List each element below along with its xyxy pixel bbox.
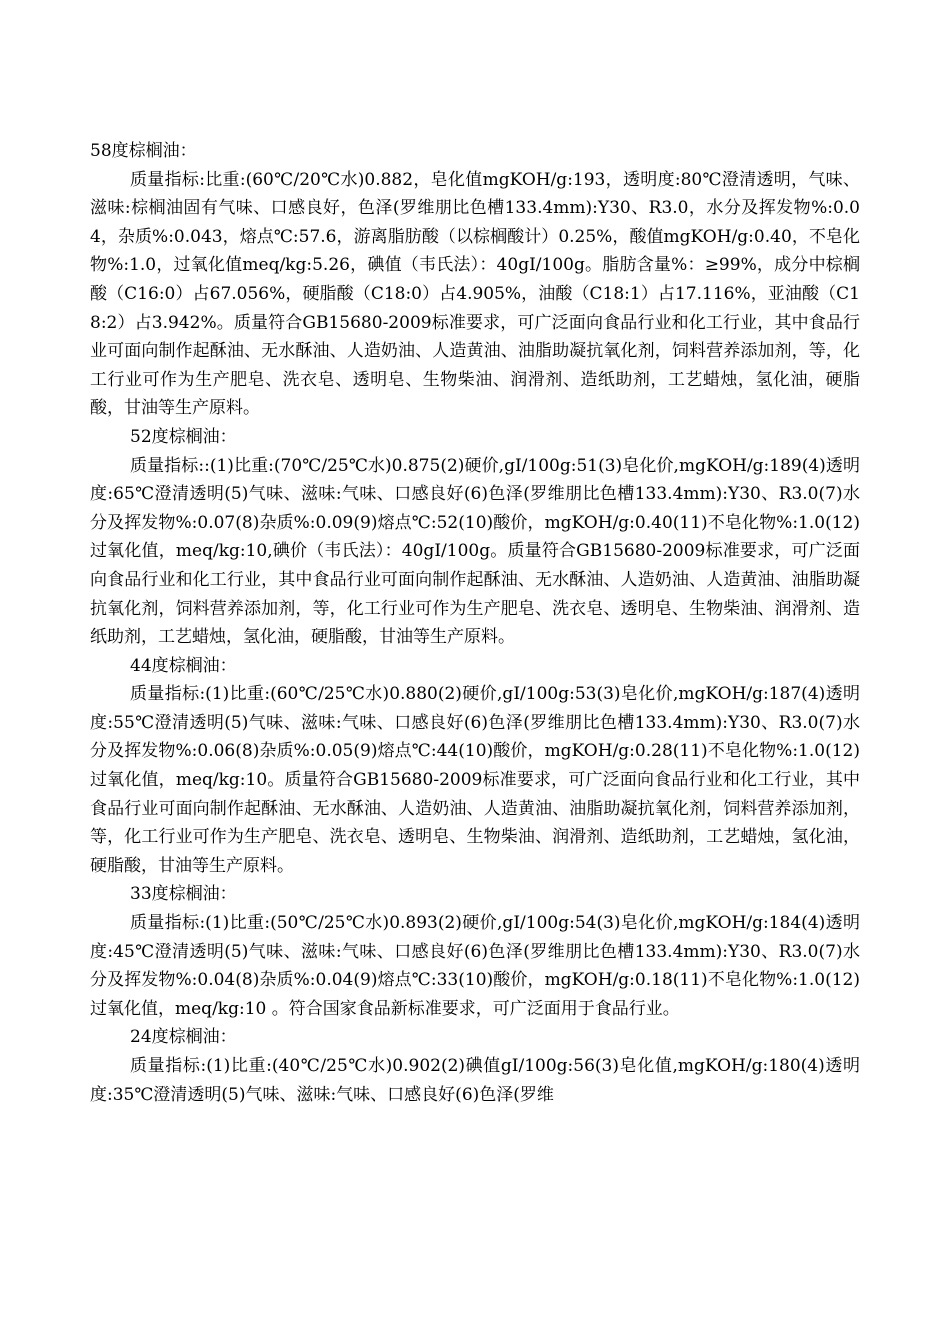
section-body-58: 质量指标:比重:(60℃/20℃水)0.882，皂化值mgKOH/g:193，透明度:80℃澄清透明，气味、滋味:棕榈油固有气味、口感良好，色泽(罗维朋比色槽133.4mm):Y30、R3.0，水分及挥发物%:0.04，杂质%:0.043，熔点℃:57.6，游离脂肪酸（以棕榈酸计）0.25%，酸值mgKOH/g:0.40，不皂化物%:1.0，过氧化值meq/kg:5.26，碘值（韦氏法）：40gI/100g。脂肪含量%：≥99%，成分中棕榈酸（C16:0）占67.056%，硬脂酸（C18:0）占4.905%，油酸（C18:1）占17.116%，亚油酸（C18:2）占3.942%。质量符合GB15680-2009标准要求，可广泛面向食品行业和化工行业，其中食品行业可面向制作起酥油、无水酥油、人造奶油、人造黄油、油脂助凝抗氧化剂，饲料营养添加剂，等，化工行业可作为生产肥皂、洗衣皂、透明皂、生物柴油、润滑剂、造纸助剂，工艺蜡烛，氢化油，硬脂酸，甘油等生产原料。: [90, 169, 860, 419]
section-heading-58: 58度棕榈油：: [90, 141, 197, 161]
section-body-33: 质量指标:(1)比重:(50℃/25℃水)0.893(2)硬价,gI/100g:54(3)皂化价,mgKOH/g:184(4)透明度:45℃澄清透明(5)气味、滋味:气味、口感良好(6)色泽(罗维朋比色槽133.4mm):Y30、R3.0(7)水分及挥发物%:0.04(8)杂质%:0.04(9)熔点℃:33(10)酸价，mgKOH/g:0.18(11)不皂化物%:1.0(12)过氧化值，meq/kg:10 。符合国家食品新标准要求，可广泛面用于食品行业。: [90, 913, 860, 1019]
section-heading-33: 33度棕榈油：: [130, 884, 237, 905]
section-body-52: 质量指标::(1)比重:(70℃/25℃水)0.875(2)硬价,gI/100g:51(3)皂化价,mgKOH/g:189(4)透明度:65℃澄清透明(5)气味、滋味:气味、口感良好(6)色泽(罗维朋比色槽133.4mm):Y30、R3.0(7)水分及挥发物%:0.07(8)杂质%:0.09(9)熔点℃:52(10)酸价，mgKOH/g:0.40(11)不皂化物%:1.0(12)过氧化值，meq/kg:10,碘价（韦氏法）：40gI/100g。质量符合GB15680-2009标准要求，可广泛面向食品行业和化工行业，其中食品行业可面向制作起酥油、无水酥油、人造奶油、人造黄油、油脂助凝抗氧化剂，饲料营养添加剂，等，化工行业可作为生产肥皂、洗衣皂、透明皂、生物柴油、润滑剂、造纸助剂，工艺蜡烛，氢化油，硬脂酸，甘油等生产原料。: [90, 455, 860, 648]
document-body: [90, 137, 860, 1109]
section-heading-44: 44度棕榈油：: [130, 655, 237, 676]
section-body-44: 质量指标:(1)比重:(60℃/25℃水)0.880(2)硬价,gI/100g:53(3)皂化价,mgKOH/g:187(4)透明度:55℃澄清透明(5)气味、滋味:气味、口感良好(6)色泽(罗维朋比色槽133.4mm):Y30、R3.0(7)水分及挥发物%:0.06(8)杂质%:0.05(9)熔点℃:44(10)酸价，mgKOH/g:0.28(11)不皂化物%:1.0(12)过氧化值，meq/kg:10。质量符合GB15680-2009标准要求，可广泛面向食品行业和化工行业，其中食品行业可面向制作起酥油、无水酥油、人造奶油、人造黄油、油脂助凝抗氧化剂，饲料营养添加剂，等，化工行业可作为生产肥皂、洗衣皂、透明皂、生物柴油、润滑剂、造纸助剂，工艺蜡烛，氢化油，硬脂酸，甘油等生产原料。: [90, 684, 860, 876]
section-body-24: 质量指标:(1)比重:(40℃/25℃水)0.902(2)碘值gI/100g:56(3)皂化值,mgKOH/g:180(4)透明度:35℃澄清透明(5)气味、滋味:气味、口感良好(6)色泽(罗维: [90, 1056, 860, 1105]
section-heading-24: 24度棕榈油：: [130, 1027, 237, 1048]
section-heading-52: 52度棕榈油：: [130, 426, 237, 447]
